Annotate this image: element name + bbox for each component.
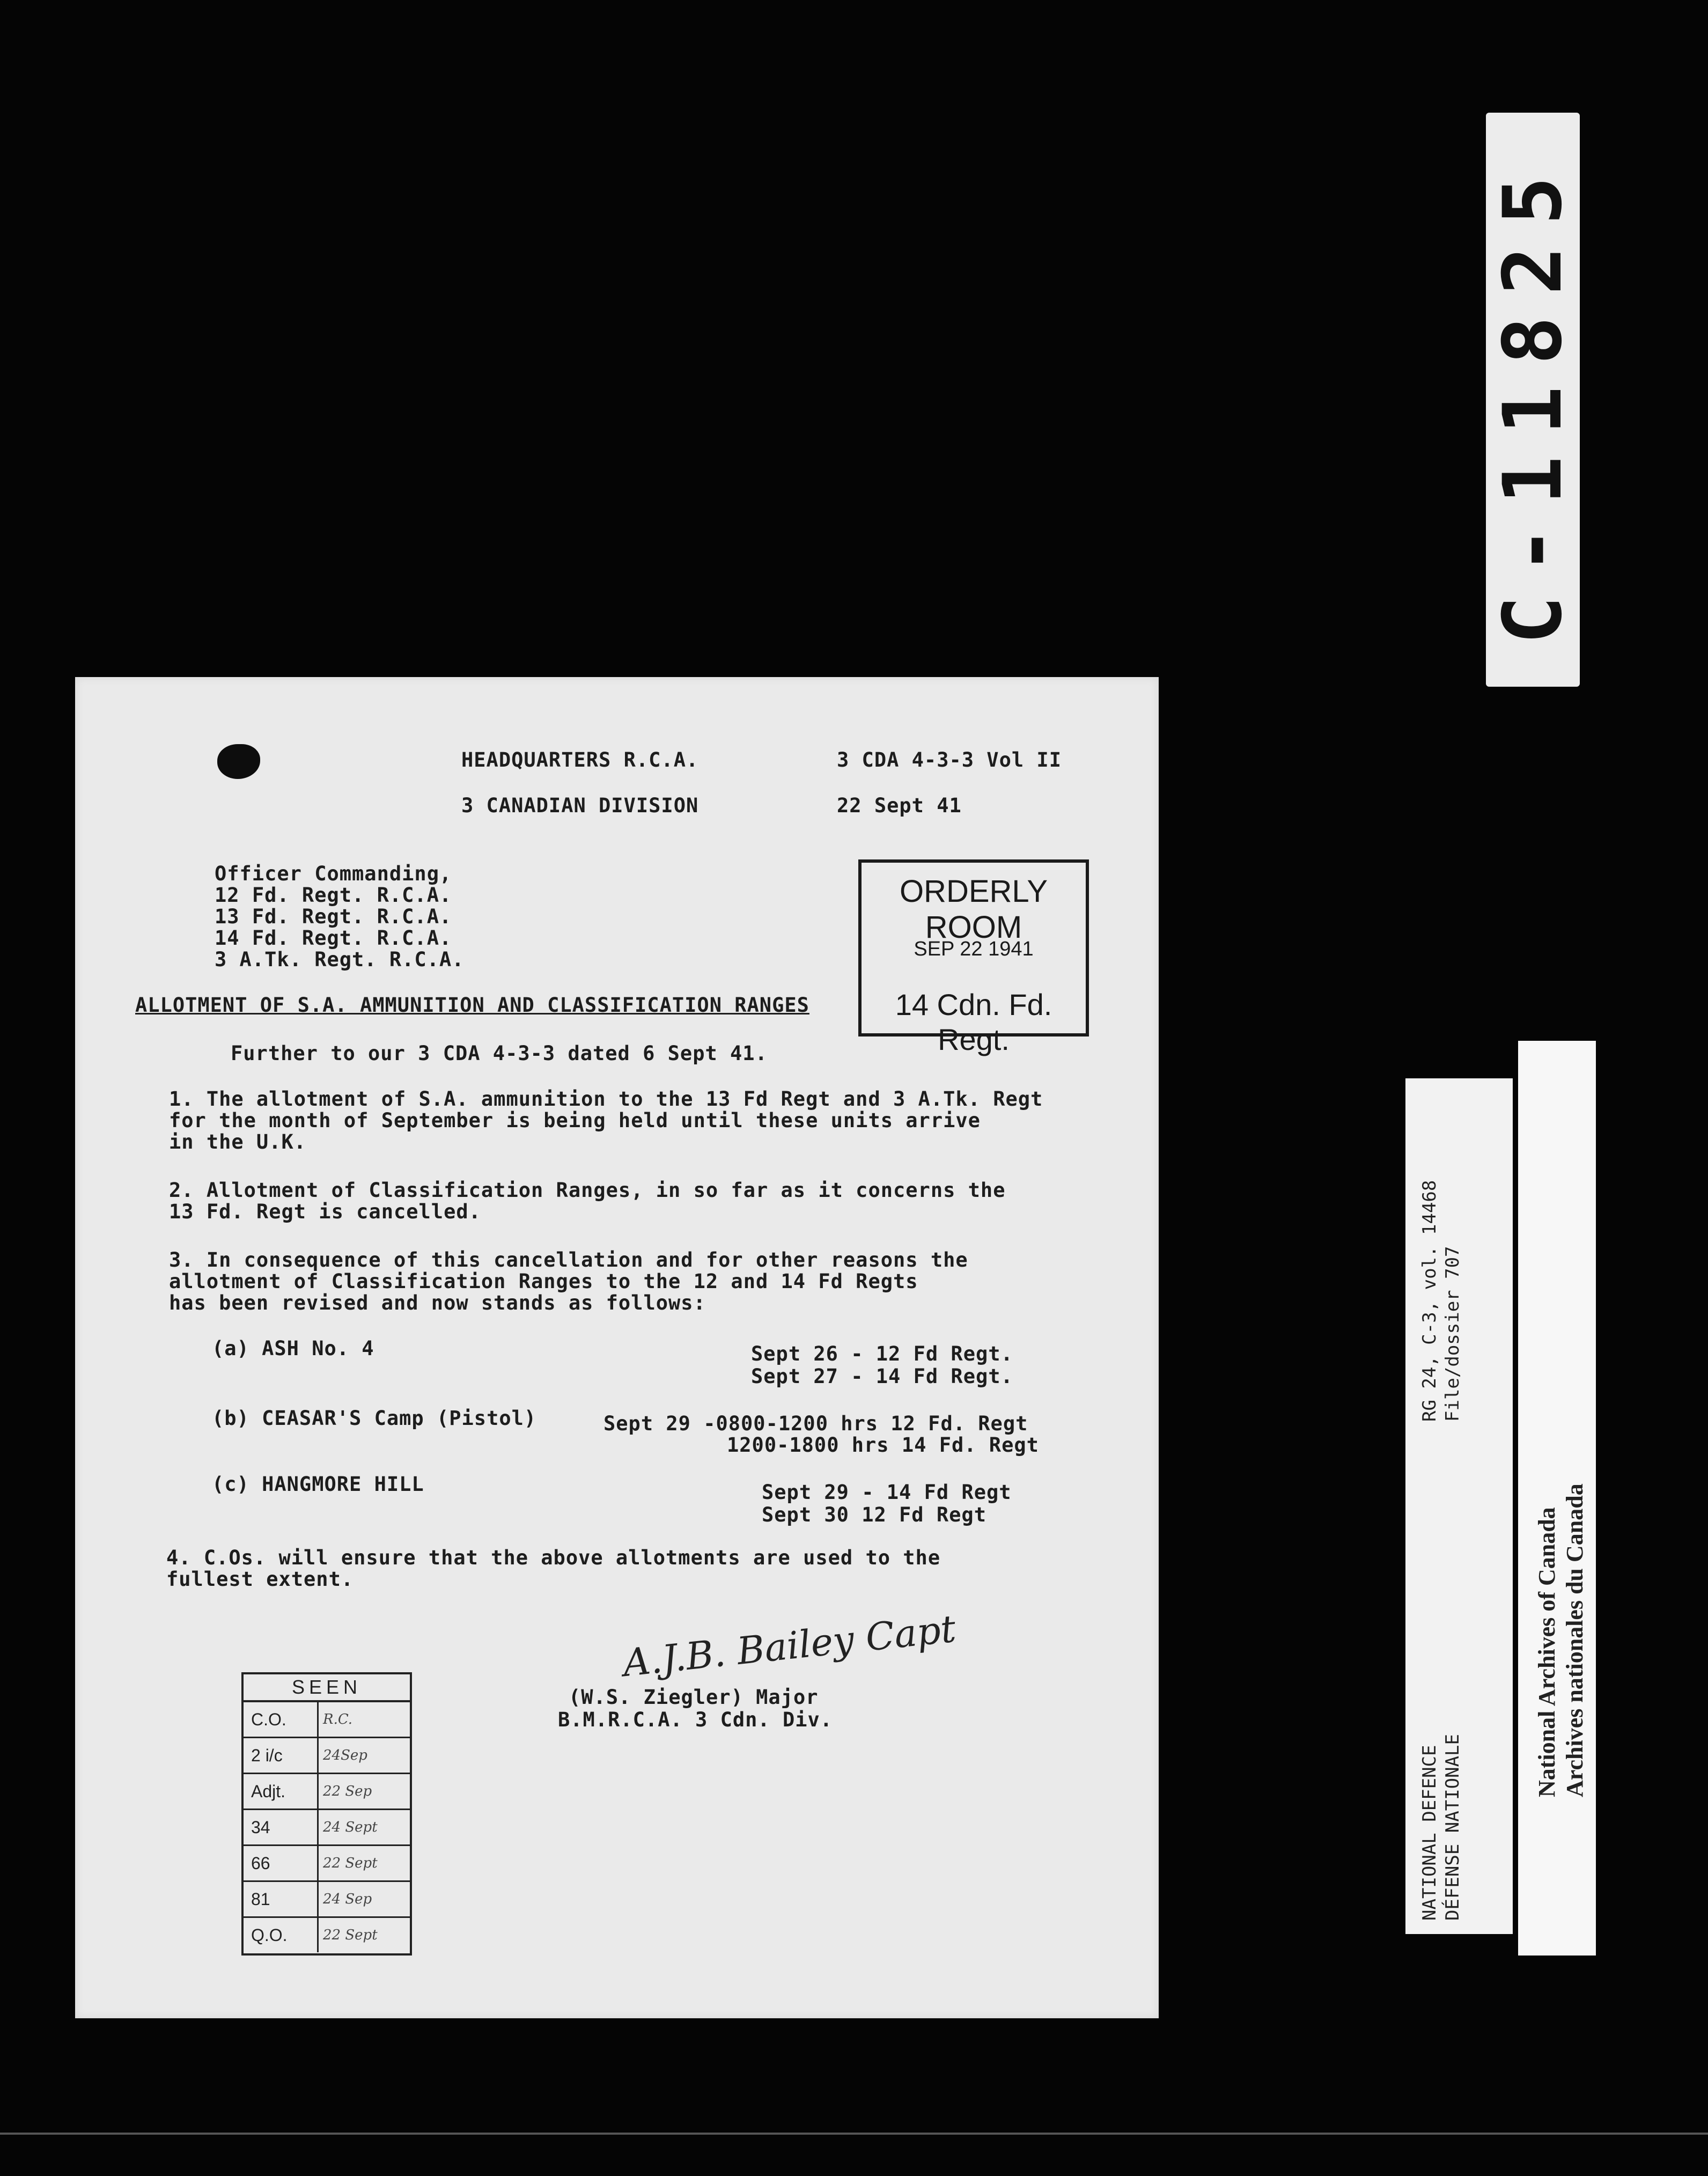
seen-initials: 22 Sept — [323, 1927, 378, 1943]
header-division: 3 CANADIAN DIVISION — [461, 794, 699, 817]
seen-initials: 24 Sep — [323, 1891, 372, 1907]
seen-role: 66 — [244, 1846, 319, 1880]
seen-role: 34 — [244, 1810, 319, 1844]
reference-line-2: File/dossier 707 — [1442, 1246, 1463, 1422]
addressee-line: 12 Fd. Regt. R.C.A. — [215, 884, 452, 907]
seen-role: Q.O. — [244, 1918, 319, 1952]
addressee-line: 14 Fd. Regt. R.C.A. — [215, 927, 452, 950]
addressee-line: 3 A.Tk. Regt. R.C.A. — [215, 948, 465, 971]
seen-title: SEEN — [244, 1674, 410, 1702]
seen-initials: R.C. — [323, 1711, 353, 1727]
seen-initials: 24Sep — [323, 1747, 367, 1763]
ink-blot — [217, 744, 260, 779]
para3-line: 3. In consequence of this cancellation and for other reasons the — [169, 1248, 968, 1271]
range-a-line: Sept 27 - 14 Fd Regt. — [751, 1365, 1013, 1388]
seen-row — [244, 1882, 410, 1918]
range-c-line: Sept 30 12 Fd Regt — [762, 1503, 986, 1526]
range-a-line: Sept 26 - 12 Fd Regt. — [751, 1342, 1013, 1365]
para4-line: 4. C.Os. will ensure that the above allotments are used to the — [166, 1546, 941, 1569]
seen-role: 81 — [244, 1882, 319, 1916]
stamp-title: ORDERLY ROOM — [899, 874, 1048, 945]
para4-line: fullest extent. — [166, 1568, 354, 1591]
stamp-date: SEP 22 1941 — [914, 938, 1034, 960]
seen-role: 2 i/c — [244, 1738, 319, 1773]
para1-line: in the U.K. — [169, 1130, 307, 1153]
para3-line: allotment of Classification Ranges to the 12 and 14 Fd Regts — [169, 1270, 918, 1293]
addressee-line: Officer Commanding, — [215, 862, 452, 885]
seen-routing-box — [241, 1672, 412, 1956]
orderly-room-stamp — [858, 859, 1089, 1056]
para1-line: for the month of September is being held until these units arrive — [169, 1109, 981, 1132]
seen-row — [244, 1810, 410, 1846]
subject-line: ALLOTMENT OF S.A. AMMUNITION AND CLASSIFICATION RANGES — [135, 994, 809, 1017]
archives-label-strip — [1518, 1041, 1596, 1956]
document-sheet — [75, 677, 1159, 2018]
addressee-line: 13 Fd. Regt. R.C.A. — [215, 905, 452, 928]
archives-french: Archives nationales du Canada — [1562, 1483, 1588, 1797]
range-a-label: (a) ASH No. 4 — [212, 1337, 374, 1360]
document-date: 22 Sept 41 — [837, 794, 962, 817]
signature-title: B.M.R.C.A. 3 Cdn. Div. — [558, 1708, 833, 1731]
range-c-line: Sept 29 - 14 Fd Regt — [762, 1481, 1012, 1504]
range-b-line: 1200-1800 hrs 14 Fd. Regt — [727, 1433, 1039, 1457]
reference-line-1: RG 24, C-3, vol. 14468 — [1419, 1180, 1440, 1422]
range-b-line: Sept 29 -0800-1200 hrs 12 Fd. Regt — [603, 1412, 1028, 1435]
archives-english: National Archives of Canada — [1534, 1507, 1560, 1797]
para2-line: 2. Allotment of Classification Ranges, in so far as it concerns the — [169, 1179, 1006, 1202]
department-line-1: NATIONAL DEFENCE — [1419, 1745, 1440, 1921]
department-line-2: DÉFENSE NATIONALE — [1442, 1734, 1463, 1921]
reference-label-strip — [1405, 1078, 1513, 1934]
seen-initials: 24 Sept — [323, 1819, 378, 1835]
stamp-unit: 14 Cdn. Fd. Regt. — [895, 988, 1052, 1056]
seen-row — [244, 1738, 410, 1774]
seen-role: C.O. — [244, 1702, 319, 1737]
range-c-label: (c) HANGMORE HILL — [212, 1473, 424, 1496]
seen-row — [244, 1702, 410, 1738]
para1-line: 1. The allotment of S.A. ammunition to the 13 Fd Regt and 3 A.Tk. Regt — [169, 1087, 1043, 1111]
film-edge-line — [0, 2133, 1708, 2135]
header-hq: HEADQUARTERS R.C.A. — [461, 748, 699, 771]
range-b-label: (b) CEASAR'S Camp (Pistol) — [212, 1407, 537, 1430]
seen-role: Adjt. — [244, 1774, 319, 1809]
signature-name: (W.S. Ziegler) Major — [569, 1686, 819, 1709]
frame-number-strip — [1486, 113, 1580, 687]
para3-line: has been revised and now stands as follows: — [169, 1291, 706, 1314]
seen-initials: 22 Sep — [323, 1783, 372, 1799]
intro-line: Further to our 3 CDA 4-3-3 dated 6 Sept 41. — [231, 1042, 768, 1065]
seen-row — [244, 1774, 410, 1810]
seen-row — [244, 1846, 410, 1882]
file-reference: 3 CDA 4-3-3 Vol II — [837, 748, 1062, 771]
para2-line: 13 Fd. Regt is cancelled. — [169, 1200, 481, 1223]
handwritten-signature: A.J.B. Bailey Capt — [621, 1606, 958, 1686]
seen-initials: 22 Sept — [323, 1855, 378, 1871]
seen-row — [244, 1918, 410, 1952]
frame-number: C-11825 — [1486, 155, 1580, 645]
